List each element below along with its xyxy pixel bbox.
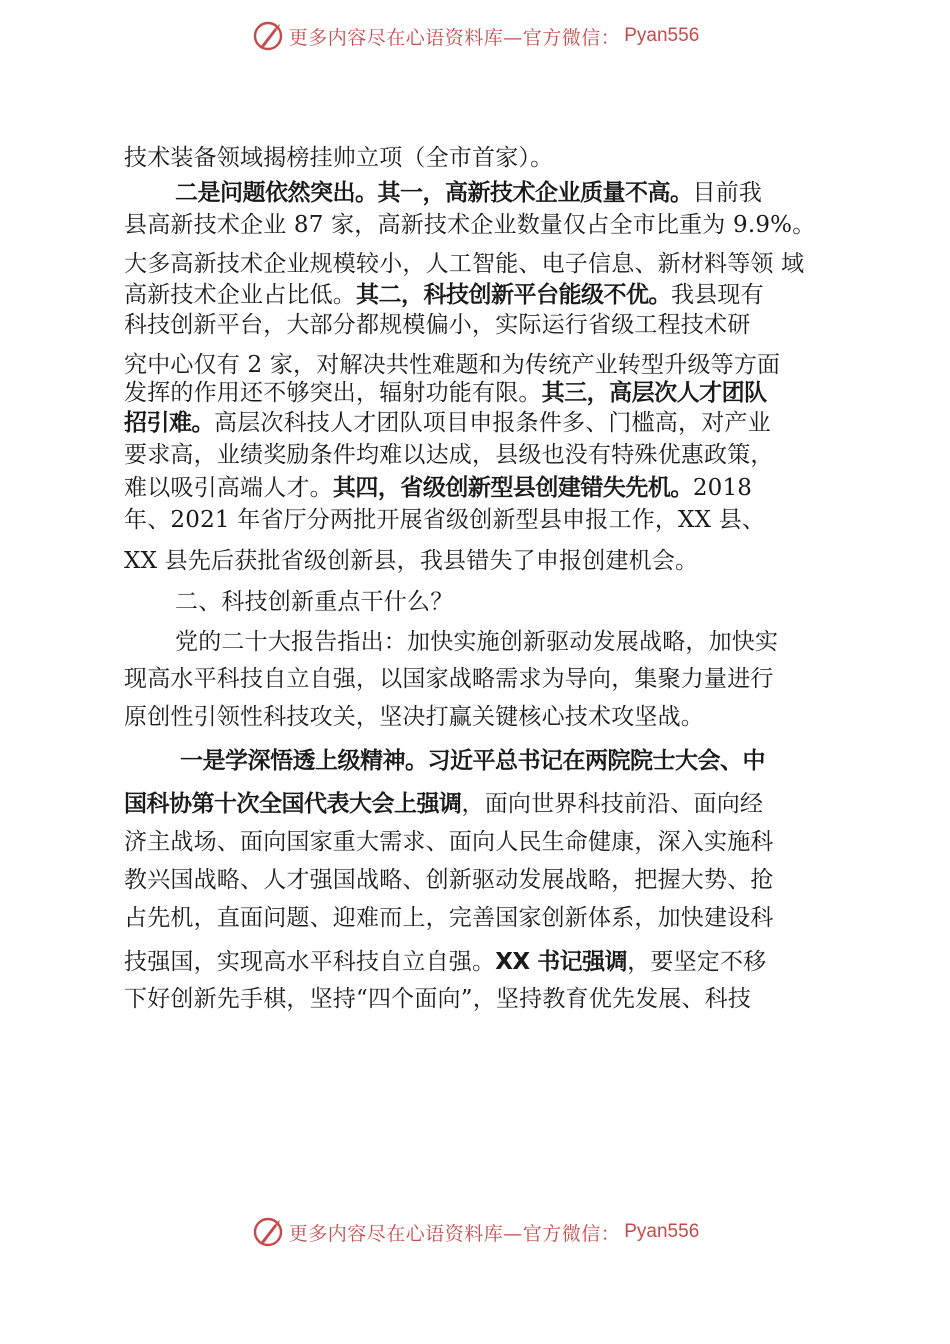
bold-run: 其三，高层次人才团队: [541, 380, 767, 406]
text-run: ，要坚定不移: [627, 949, 767, 975]
text-run: 大多高新技术企业规模较小，人工智能、电子信息、新材料等领 域: [124, 251, 805, 277]
bold-run: 二是问题依然突出。其一，高新技术企业质量不高。: [175, 180, 693, 206]
text-run: 党的二十大报告指出：加快实施创新驱动发展战略，加快实: [175, 629, 779, 655]
text-run: 技强国，实现高水平科技自立自强。: [124, 949, 496, 975]
text-line: [124, 546, 698, 576]
text-line: [124, 440, 774, 470]
text-run: 占先机，直面问题、迎难而上，完善国家创新体系，加快建设科: [124, 905, 774, 931]
bold-run: 其四，省级创新型县创建错失先机。: [332, 475, 693, 501]
text-line: [124, 903, 774, 933]
text-run: 原创性引领性科技攻关，坚决打赢关键核心技术攻坚战。: [124, 704, 704, 730]
text-run: 我县现有: [671, 282, 764, 308]
text-line: [175, 627, 778, 657]
text-run: 究中心仅有 2 家，对解决共性难题和为传统产业转型升级等方面: [124, 352, 781, 378]
text-line: [124, 280, 764, 310]
watermark-wechat-id: Pyan556: [624, 1221, 700, 1242]
text-run: 二、科技创新重点干什么？: [175, 589, 454, 615]
quill-pen-logo-icon: [251, 1215, 285, 1249]
text-run: 技术装备领域揭榜挂帅立项（全市首家）。: [124, 145, 554, 171]
text-line: [124, 378, 767, 408]
text-run: 难以吸引高端人才。: [124, 475, 333, 501]
text-run: 高新技术企业占比低。: [124, 282, 356, 308]
text-line: [124, 408, 771, 438]
quill-pen-logo-icon: [251, 19, 285, 53]
text-line: [124, 827, 774, 857]
watermark-text: 更多内容尽在心语资料库—官方微信：: [288, 1222, 621, 1245]
text-line: [124, 947, 766, 977]
section-heading: [175, 587, 453, 617]
text-run: 2018: [692, 475, 753, 501]
bold-run: 其二，科技创新平台能级不优。: [356, 282, 671, 308]
text-run: ，面向世界科技前沿、面向经: [461, 791, 764, 817]
text-run: 县高新技术企业 87 家，高新技术企业数量仅占全市比重为 9.9%。: [124, 212, 816, 238]
text-line: [180, 746, 765, 776]
text-run: 下好创新先手棋，坚持“四个面向”，坚持教育优先发展、科技: [124, 986, 752, 1012]
text-run: 目前我: [692, 180, 763, 206]
text-line: [175, 178, 762, 208]
text-line: [124, 505, 765, 535]
text-run: 年、2021 年省厅分两批开展省级创新型县申报工作，XX 县、: [124, 507, 766, 533]
text-run: 高层次科技人才团队项目申报条件多、门槛高，对产业: [214, 410, 771, 436]
text-line: [124, 143, 553, 173]
text-line: [124, 702, 704, 732]
text-line: [124, 310, 750, 340]
bold-run: 一是学深悟透上级精神。习近平总书记在两院院士大会、中: [180, 748, 765, 774]
text-run: 济主战场、面向国家重大需求、面向人民生命健康，深入实施科: [124, 829, 774, 855]
header-watermark: [0, 14, 950, 58]
text-run: XX 县先后获批省级创新县，我县错失了申报创建机会。: [124, 548, 699, 574]
text-run: 教兴国战略、人才强国战略、创新驱动发展战略，把握大势、抢: [124, 867, 774, 893]
footer-watermark: [0, 1210, 950, 1254]
watermark-text: 更多内容尽在心语资料库—官方微信：: [288, 26, 621, 49]
text-run: 要求高，业绩奖励条件均难以达成，县级也没有特殊优惠政策，: [124, 442, 774, 468]
watermark-wechat-id: Pyan556: [624, 25, 700, 46]
text-run: 发挥的作用还不够突出，辐射功能有限。: [124, 380, 542, 406]
bold-run: 招引难。: [124, 410, 214, 436]
text-line: [124, 865, 774, 895]
text-line: [124, 789, 763, 819]
text-run: 现高水平科技自立自强，以国家战略需求为导向，集聚力量进行: [124, 666, 774, 692]
text-line: [124, 984, 751, 1014]
text-run: 科技创新平台，大部分都规模偏小，实际运行省级工程技术研: [124, 312, 751, 338]
bold-run: 国科协第十次全国代表大会上强调: [124, 791, 462, 817]
text-line: [124, 473, 752, 503]
text-line: [124, 664, 774, 694]
bold-run: XX 书记强调: [495, 949, 628, 975]
text-line: [124, 210, 815, 240]
text-line: [124, 249, 804, 279]
text-line: [124, 350, 780, 380]
